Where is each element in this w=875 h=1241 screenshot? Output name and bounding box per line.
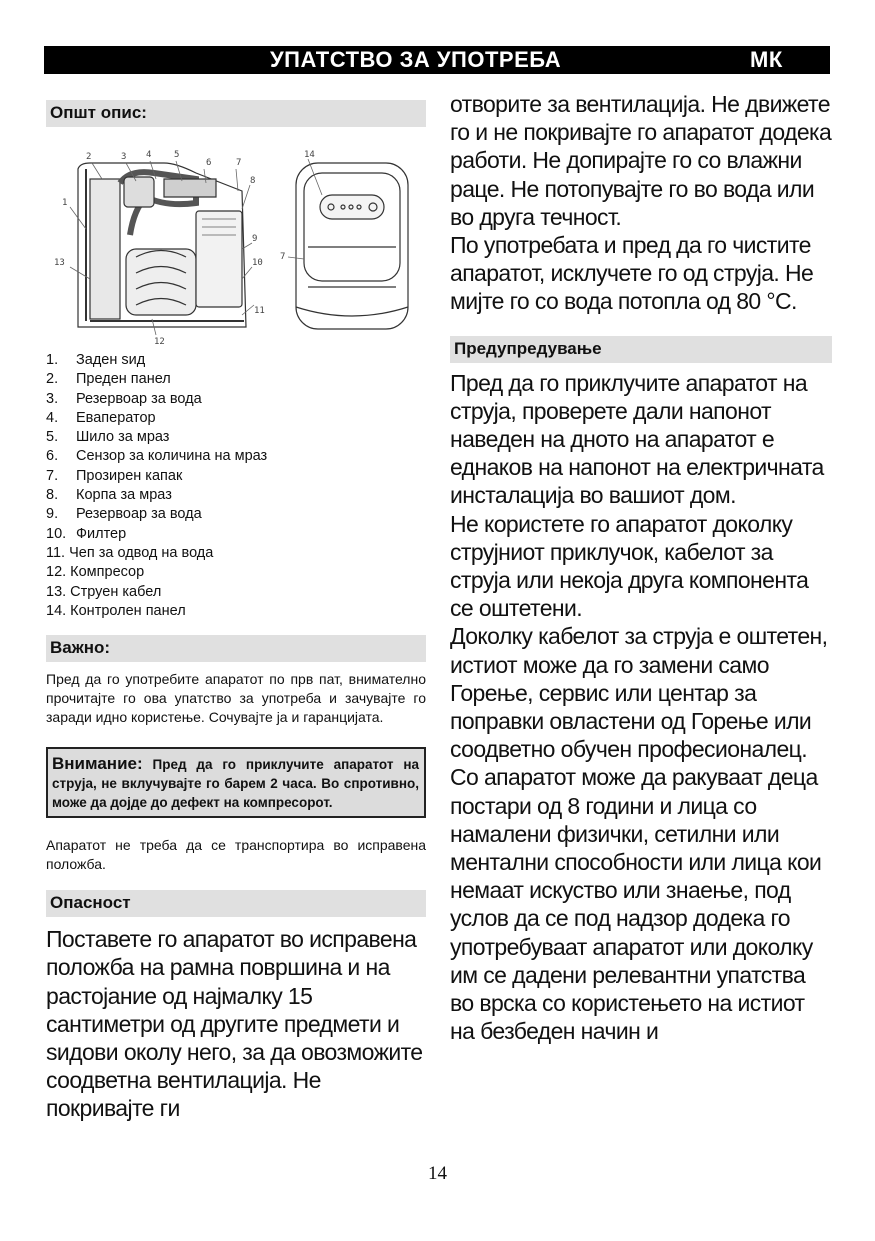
paragraph: По употребата и пред да го чистите апаратот, исклучете го од струја. Не мијте го со вода потопла од 80 °C. (450, 232, 814, 315)
item-number: 6. (46, 448, 59, 465)
item-number: 12. (46, 564, 67, 581)
item-label: Резервоар за вода (76, 390, 202, 407)
item-label: Контролен панел (70, 602, 186, 619)
item-number: 3. (46, 390, 59, 407)
list-item (46, 409, 426, 428)
item-label: Компресор (70, 564, 145, 581)
item-number: 13. (46, 583, 67, 600)
front-base (296, 307, 408, 316)
item-number: 14. (46, 602, 67, 619)
item-number: 4. (46, 409, 59, 426)
list-item (46, 486, 426, 505)
callout-label: 7 (280, 252, 286, 262)
warning-heading: Предупредување (450, 336, 832, 363)
callout-label: 13 (54, 258, 65, 268)
item-number: 5. (46, 429, 59, 446)
item-label: Филтер (76, 525, 127, 542)
item-number: 7. (46, 467, 59, 484)
item-label: Корпа за мраз (76, 487, 172, 504)
callout-label: 11 (254, 306, 265, 316)
item-label: Прозирен капак (76, 467, 183, 484)
list-item (46, 370, 426, 389)
item-label: Преден панел (76, 371, 171, 388)
list-item (46, 351, 426, 370)
appliance-diagram (46, 139, 426, 347)
water-reservoir-top (124, 177, 154, 207)
callout-label: 6 (206, 158, 212, 168)
parts-list (46, 351, 426, 621)
item-number: 2. (46, 371, 59, 388)
item-label: Струен кабел (70, 583, 162, 600)
general-description-heading: Општ опис: (46, 100, 426, 127)
callout-label: 10 (252, 258, 263, 268)
item-label: Сензор за количина на мраз (76, 448, 268, 465)
callout-label: 3 (121, 152, 127, 162)
callout-label: 12 (154, 337, 165, 347)
attention-text: Пред да го приклучите апаратот на струја, не вклучувајте го барем 2 часа. Во спротивно, може да дојде до дефект на компресорот. (52, 757, 419, 811)
callout-label: 1 (62, 198, 68, 208)
item-label: Шило за мраз (76, 429, 170, 446)
list-item (46, 563, 426, 582)
ice-basket (196, 211, 242, 307)
danger-text: Поставете го апаратот во исправена положба на рамна површина и на растојание од најмалку 15 сантиметри од другите предмети и ѕидови околу него, за да овозможите соодветна вентилација. Не покривајте ги (46, 926, 423, 1122)
item-number: 1. (46, 352, 59, 368)
paragraph: Доколку кабелот за струја е оштетен, истиот може да го замени само Горење, сервис или центар за поправки овластени од Горење или соодветно обучен професионалец. (450, 623, 828, 763)
left-column (46, 100, 426, 1123)
callout-label: 2 (86, 152, 92, 162)
callout-label: 8 (250, 176, 256, 186)
paragraph: отворите за вентилација. Не движете го и не покривајте го апаратот додека работи. Не допирајте го со влажни раце. Не потопувајте го во вода или во друга течност. (450, 91, 832, 230)
control-panel (320, 195, 384, 219)
manual-title: УПАТСТВО ЗА УПОТРЕБА (270, 47, 562, 72)
list-item (46, 390, 426, 409)
language-code: МК (750, 47, 783, 72)
list-item (46, 428, 426, 447)
item-label: Заден ѕид (76, 352, 146, 368)
danger-heading: Опасност (46, 890, 426, 917)
paragraph: Не користете го апаратот доколку струјниот приклучок, кабелот за струја или некоја друга компонента се оштетени. (450, 510, 809, 622)
item-number: 10. (46, 525, 67, 542)
transport-note: Апаратот не треба да се транспортира во исправена положба. (46, 837, 426, 873)
warning-text (450, 369, 832, 1046)
callout-label: 14 (304, 150, 315, 160)
attention-box (46, 747, 426, 818)
list-item (46, 447, 426, 466)
right-column (450, 90, 832, 1046)
important-heading: Важно: (46, 635, 426, 662)
list-item (46, 505, 426, 524)
ice-scoop (164, 179, 216, 197)
attention-title: Внимание: (52, 754, 143, 774)
front-view-outline (296, 163, 408, 329)
item-number: 11. (46, 544, 66, 561)
callout-label: 7 (236, 158, 242, 168)
callout-label: 9 (252, 234, 258, 244)
important-text: Пред да го употребите апаратот по прв пат, внимателно прочитајте го ова упатство за употреба и зачувајте го заради идно користење. Сочувајте ја и гаранцијата. (46, 671, 426, 726)
item-label: Еваператор (76, 409, 156, 426)
item-label: Чеп за одвод на вода (69, 544, 214, 561)
item-label: Резервоар за вода (76, 506, 202, 523)
callout-label: 4 (146, 150, 152, 160)
list-item (46, 583, 426, 602)
list-item (46, 602, 426, 621)
control-cavity (90, 179, 120, 319)
page-number: 14 (428, 1163, 447, 1184)
diagram-illustration (46, 139, 426, 347)
callout-label: 5 (174, 150, 180, 160)
list-item (46, 525, 426, 544)
front-lid (304, 173, 400, 281)
list-item (46, 544, 426, 563)
paragraph: Пред да го приклучите апаратот на струја, проверете дали напонот наведен на дното на апаратот е еднаков на напонот на електричната инсталација во вашиот дом. (450, 369, 824, 509)
list-item (46, 467, 426, 486)
header-bar (44, 46, 830, 74)
continuation-text (450, 90, 832, 316)
paragraph: Со апаратот може да ракуваат деца постари од 8 години и лица со намалени физички, сетилни или ментални способности или лица кои немаат искуство или знаење, под услов да се под надзор додека го употребуваат апаратот или доколку им се дадени релевантни упатства во врска со користењето на истиот на безбеден начин и (450, 764, 822, 1045)
item-number: 8. (46, 487, 59, 504)
item-number: 9. (46, 506, 59, 523)
